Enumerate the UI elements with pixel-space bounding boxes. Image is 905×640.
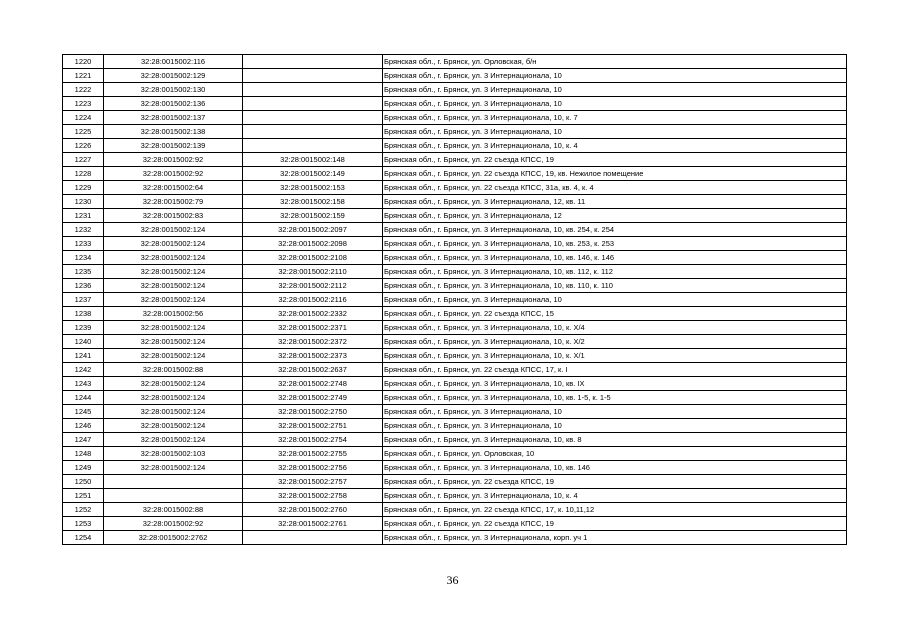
table-row [63, 419, 847, 433]
cadastral-number-cell: 32:28:0015002:88 [104, 363, 243, 377]
cadastral-number-cell: 32:28:0015002:124 [104, 433, 243, 447]
cadastral-number-cell: 32:28:0015002:88 [104, 503, 243, 517]
cadastral-number-cell: 32:28:0015002:92 [104, 517, 243, 531]
cadastral-number-cell [104, 475, 243, 489]
cadastral-number-cell: 32:28:0015002:129 [104, 69, 243, 83]
table-row [63, 293, 847, 307]
address-cell: Брянская обл., г. Брянск, ул. Орловская, б/н [383, 55, 847, 69]
table-row [63, 531, 847, 545]
address-cell: Брянская обл., г. Брянск, ул. 3 Интернационала, 10 [383, 419, 847, 433]
table-row [63, 265, 847, 279]
row-number-cell: 1227 [63, 153, 104, 167]
registry-table [62, 54, 847, 545]
address-cell: Брянская обл., г. Брянск, ул. 3 Интернационала, 10, к. Х/1 [383, 349, 847, 363]
address-cell: Брянская обл., г. Брянск, ул. Орловская, 10 [383, 447, 847, 461]
address-cell: Брянская обл., г. Брянск, ул. 3 Интернационала, 10 [383, 83, 847, 97]
table-row [63, 83, 847, 97]
table-row [63, 223, 847, 237]
table-row [63, 349, 847, 363]
object-number-cell: 32:28:0015002:2755 [243, 447, 383, 461]
table-row [63, 307, 847, 321]
object-number-cell [243, 111, 383, 125]
table-row [63, 405, 847, 419]
object-number-cell: 32:28:0015002:2749 [243, 391, 383, 405]
table-row [63, 97, 847, 111]
object-number-cell: 32:28:0015002:149 [243, 167, 383, 181]
cadastral-number-cell: 32:28:0015002:136 [104, 97, 243, 111]
cadastral-number-cell: 32:28:0015002:124 [104, 237, 243, 251]
table-row [63, 363, 847, 377]
address-cell: Брянская обл., г. Брянск, ул. 3 Интернационала, 10, кв. 110, к. 110 [383, 279, 847, 293]
address-cell: Брянская обл., г. Брянск, ул. 3 Интернационала, 10 [383, 125, 847, 139]
address-cell: Брянская обл., г. Брянск, ул. 3 Интернационала, 12 [383, 209, 847, 223]
address-cell: Брянская обл., г. Брянск, ул. 22 съезда КПСС, 31а, кв. 4, к. 4 [383, 181, 847, 195]
table-row [63, 237, 847, 251]
table-row [63, 321, 847, 335]
table-row [63, 433, 847, 447]
cadastral-number-cell: 32:28:0015002:116 [104, 55, 243, 69]
row-number-cell: 1225 [63, 125, 104, 139]
row-number-cell: 1240 [63, 335, 104, 349]
object-number-cell: 32:28:0015002:2110 [243, 265, 383, 279]
object-number-cell: 32:28:0015002:2112 [243, 279, 383, 293]
address-cell: Брянская обл., г. Брянск, ул. 22 съезда КПСС, 17, к. I [383, 363, 847, 377]
object-number-cell: 32:28:0015002:2758 [243, 489, 383, 503]
object-number-cell [243, 69, 383, 83]
object-number-cell: 32:28:0015002:2751 [243, 419, 383, 433]
cadastral-number-cell: 32:28:0015002:92 [104, 167, 243, 181]
registry-table-body [63, 55, 847, 545]
address-cell: Брянская обл., г. Брянск, ул. 3 Интернационала, 10, кв. 112, к. 112 [383, 265, 847, 279]
cadastral-number-cell: 32:28:0015002:124 [104, 461, 243, 475]
row-number-cell: 1251 [63, 489, 104, 503]
address-cell: Брянская обл., г. Брянск, ул. 22 съезда КПСС, 19 [383, 517, 847, 531]
cadastral-number-cell: 32:28:0015002:130 [104, 83, 243, 97]
cadastral-number-cell: 32:28:0015002:124 [104, 265, 243, 279]
row-number-cell: 1247 [63, 433, 104, 447]
row-number-cell: 1253 [63, 517, 104, 531]
cadastral-number-cell: 32:28:0015002:2762 [104, 531, 243, 545]
table-row [63, 181, 847, 195]
address-cell: Брянская обл., г. Брянск, ул. 3 Интернационала, 10, кв. 253, к. 253 [383, 237, 847, 251]
object-number-cell: 32:28:0015002:2754 [243, 433, 383, 447]
object-number-cell [243, 55, 383, 69]
table-row [63, 209, 847, 223]
object-number-cell: 32:28:0015002:153 [243, 181, 383, 195]
object-number-cell [243, 83, 383, 97]
cadastral-number-cell: 32:28:0015002:124 [104, 377, 243, 391]
address-cell: Брянская обл., г. Брянск, ул. 22 съезда КПСС, 15 [383, 307, 847, 321]
cadastral-number-cell: 32:28:0015002:124 [104, 279, 243, 293]
cadastral-number-cell: 32:28:0015002:124 [104, 293, 243, 307]
cadastral-number-cell: 32:28:0015002:79 [104, 195, 243, 209]
table-row [63, 489, 847, 503]
table-row [63, 335, 847, 349]
address-cell: Брянская обл., г. Брянск, ул. 3 Интернационала, 10, кв. IX [383, 377, 847, 391]
address-cell: Брянская обл., г. Брянск, ул. 3 Интернационала, корп. уч 1 [383, 531, 847, 545]
address-cell: Брянская обл., г. Брянск, ул. 3 Интернационала, 10, к. Х/2 [383, 335, 847, 349]
object-number-cell: 32:28:0015002:2332 [243, 307, 383, 321]
cadastral-number-cell: 32:28:0015002:64 [104, 181, 243, 195]
cadastral-number-cell: 32:28:0015002:124 [104, 223, 243, 237]
row-number-cell: 1241 [63, 349, 104, 363]
table-row [63, 391, 847, 405]
object-number-cell: 32:28:0015002:2750 [243, 405, 383, 419]
table-row [63, 139, 847, 153]
row-number-cell: 1239 [63, 321, 104, 335]
table-row [63, 153, 847, 167]
address-cell: Брянская обл., г. Брянск, ул. 22 съезда КПСС, 19, кв. Нежилое помещение [383, 167, 847, 181]
table-row [63, 517, 847, 531]
cadastral-number-cell: 32:28:0015002:83 [104, 209, 243, 223]
row-number-cell: 1226 [63, 139, 104, 153]
row-number-cell: 1249 [63, 461, 104, 475]
row-number-cell: 1243 [63, 377, 104, 391]
address-cell: Брянская обл., г. Брянск, ул. 3 Интернационала, 10, кв. 254, к. 254 [383, 223, 847, 237]
cadastral-number-cell: 32:28:0015002:56 [104, 307, 243, 321]
row-number-cell: 1238 [63, 307, 104, 321]
cadastral-number-cell: 32:28:0015002:103 [104, 447, 243, 461]
cadastral-number-cell: 32:28:0015002:138 [104, 125, 243, 139]
row-number-cell: 1245 [63, 405, 104, 419]
object-number-cell: 32:28:0015002:2748 [243, 377, 383, 391]
table-row [63, 111, 847, 125]
row-number-cell: 1254 [63, 531, 104, 545]
table-row [63, 475, 847, 489]
object-number-cell: 32:28:0015002:2108 [243, 251, 383, 265]
table-row [63, 503, 847, 517]
row-number-cell: 1221 [63, 69, 104, 83]
cadastral-number-cell: 32:28:0015002:124 [104, 251, 243, 265]
row-number-cell: 1252 [63, 503, 104, 517]
object-number-cell [243, 531, 383, 545]
object-number-cell: 32:28:0015002:2116 [243, 293, 383, 307]
table-row [63, 195, 847, 209]
row-number-cell: 1236 [63, 279, 104, 293]
row-number-cell: 1223 [63, 97, 104, 111]
row-number-cell: 1246 [63, 419, 104, 433]
address-cell: Брянская обл., г. Брянск, ул. 22 съезда КПСС, 19 [383, 153, 847, 167]
row-number-cell: 1232 [63, 223, 104, 237]
address-cell: Брянская обл., г. Брянск, ул. 3 Интернационала, 10, кв. 1-5, к. 1-5 [383, 391, 847, 405]
address-cell: Брянская обл., г. Брянск, ул. 3 Интернационала, 10, к. 7 [383, 111, 847, 125]
cadastral-number-cell: 32:28:0015002:124 [104, 391, 243, 405]
table-row [63, 447, 847, 461]
object-number-cell: 32:28:0015002:2637 [243, 363, 383, 377]
table-row [63, 167, 847, 181]
object-number-cell: 32:28:0015002:158 [243, 195, 383, 209]
address-cell: Брянская обл., г. Брянск, ул. 3 Интернационала, 10, к. 4 [383, 489, 847, 503]
row-number-cell: 1229 [63, 181, 104, 195]
address-cell: Брянская обл., г. Брянск, ул. 3 Интернационала, 10, к. Х/4 [383, 321, 847, 335]
object-number-cell: 32:28:0015002:2097 [243, 223, 383, 237]
address-cell: Брянская обл., г. Брянск, ул. 3 Интернационала, 10, к. 4 [383, 139, 847, 153]
row-number-cell: 1250 [63, 475, 104, 489]
row-number-cell: 1237 [63, 293, 104, 307]
table-row [63, 125, 847, 139]
object-number-cell [243, 97, 383, 111]
object-number-cell: 32:28:0015002:2760 [243, 503, 383, 517]
object-number-cell: 32:28:0015002:2372 [243, 335, 383, 349]
row-number-cell: 1222 [63, 83, 104, 97]
row-number-cell: 1220 [63, 55, 104, 69]
object-number-cell: 32:28:0015002:2371 [243, 321, 383, 335]
table-row [63, 69, 847, 83]
object-number-cell [243, 125, 383, 139]
address-cell: Брянская обл., г. Брянск, ул. 3 Интернационала, 10, кв. 146 [383, 461, 847, 475]
object-number-cell: 32:28:0015002:2756 [243, 461, 383, 475]
cadastral-number-cell [104, 489, 243, 503]
object-number-cell: 32:28:0015002:2098 [243, 237, 383, 251]
cadastral-number-cell: 32:28:0015002:124 [104, 335, 243, 349]
cadastral-number-cell: 32:28:0015002:139 [104, 139, 243, 153]
address-cell: Брянская обл., г. Брянск, ул. 3 Интернационала, 10, кв. 8 [383, 433, 847, 447]
address-cell: Брянская обл., г. Брянск, ул. 3 Интернационала, 10 [383, 405, 847, 419]
address-cell: Брянская обл., г. Брянск, ул. 3 Интернационала, 10, кв. 146, к. 146 [383, 251, 847, 265]
address-cell: Брянская обл., г. Брянск, ул. 3 Интернационала, 12, кв. 11 [383, 195, 847, 209]
row-number-cell: 1230 [63, 195, 104, 209]
page-number: 36 [446, 573, 459, 587]
row-number-cell: 1244 [63, 391, 104, 405]
address-cell: Брянская обл., г. Брянск, ул. 3 Интернационала, 10 [383, 293, 847, 307]
row-number-cell: 1234 [63, 251, 104, 265]
table-row [63, 461, 847, 475]
cadastral-number-cell: 32:28:0015002:124 [104, 349, 243, 363]
table-row [63, 279, 847, 293]
cadastral-number-cell: 32:28:0015002:124 [104, 321, 243, 335]
row-number-cell: 1224 [63, 111, 104, 125]
address-cell: Брянская обл., г. Брянск, ул. 3 Интернационала, 10 [383, 97, 847, 111]
table-row [63, 377, 847, 391]
table-row [63, 55, 847, 69]
row-number-cell: 1231 [63, 209, 104, 223]
object-number-cell: 32:28:0015002:159 [243, 209, 383, 223]
row-number-cell: 1235 [63, 265, 104, 279]
row-number-cell: 1233 [63, 237, 104, 251]
cadastral-number-cell: 32:28:0015002:92 [104, 153, 243, 167]
address-cell: Брянская обл., г. Брянск, ул. 22 съезда КПСС, 19 [383, 475, 847, 489]
object-number-cell [243, 139, 383, 153]
address-cell: Брянская обл., г. Брянск, ул. 22 съезда КПСС, 17, к. 10,11,12 [383, 503, 847, 517]
row-number-cell: 1228 [63, 167, 104, 181]
cadastral-number-cell: 32:28:0015002:124 [104, 405, 243, 419]
address-cell: Брянская обл., г. Брянск, ул. 3 Интернационала, 10 [383, 69, 847, 83]
object-number-cell: 32:28:0015002:2757 [243, 475, 383, 489]
object-number-cell: 32:28:0015002:148 [243, 153, 383, 167]
object-number-cell: 32:28:0015002:2761 [243, 517, 383, 531]
row-number-cell: 1248 [63, 447, 104, 461]
cadastral-number-cell: 32:28:0015002:137 [104, 111, 243, 125]
object-number-cell: 32:28:0015002:2373 [243, 349, 383, 363]
row-number-cell: 1242 [63, 363, 104, 377]
cadastral-number-cell: 32:28:0015002:124 [104, 419, 243, 433]
table-row [63, 251, 847, 265]
